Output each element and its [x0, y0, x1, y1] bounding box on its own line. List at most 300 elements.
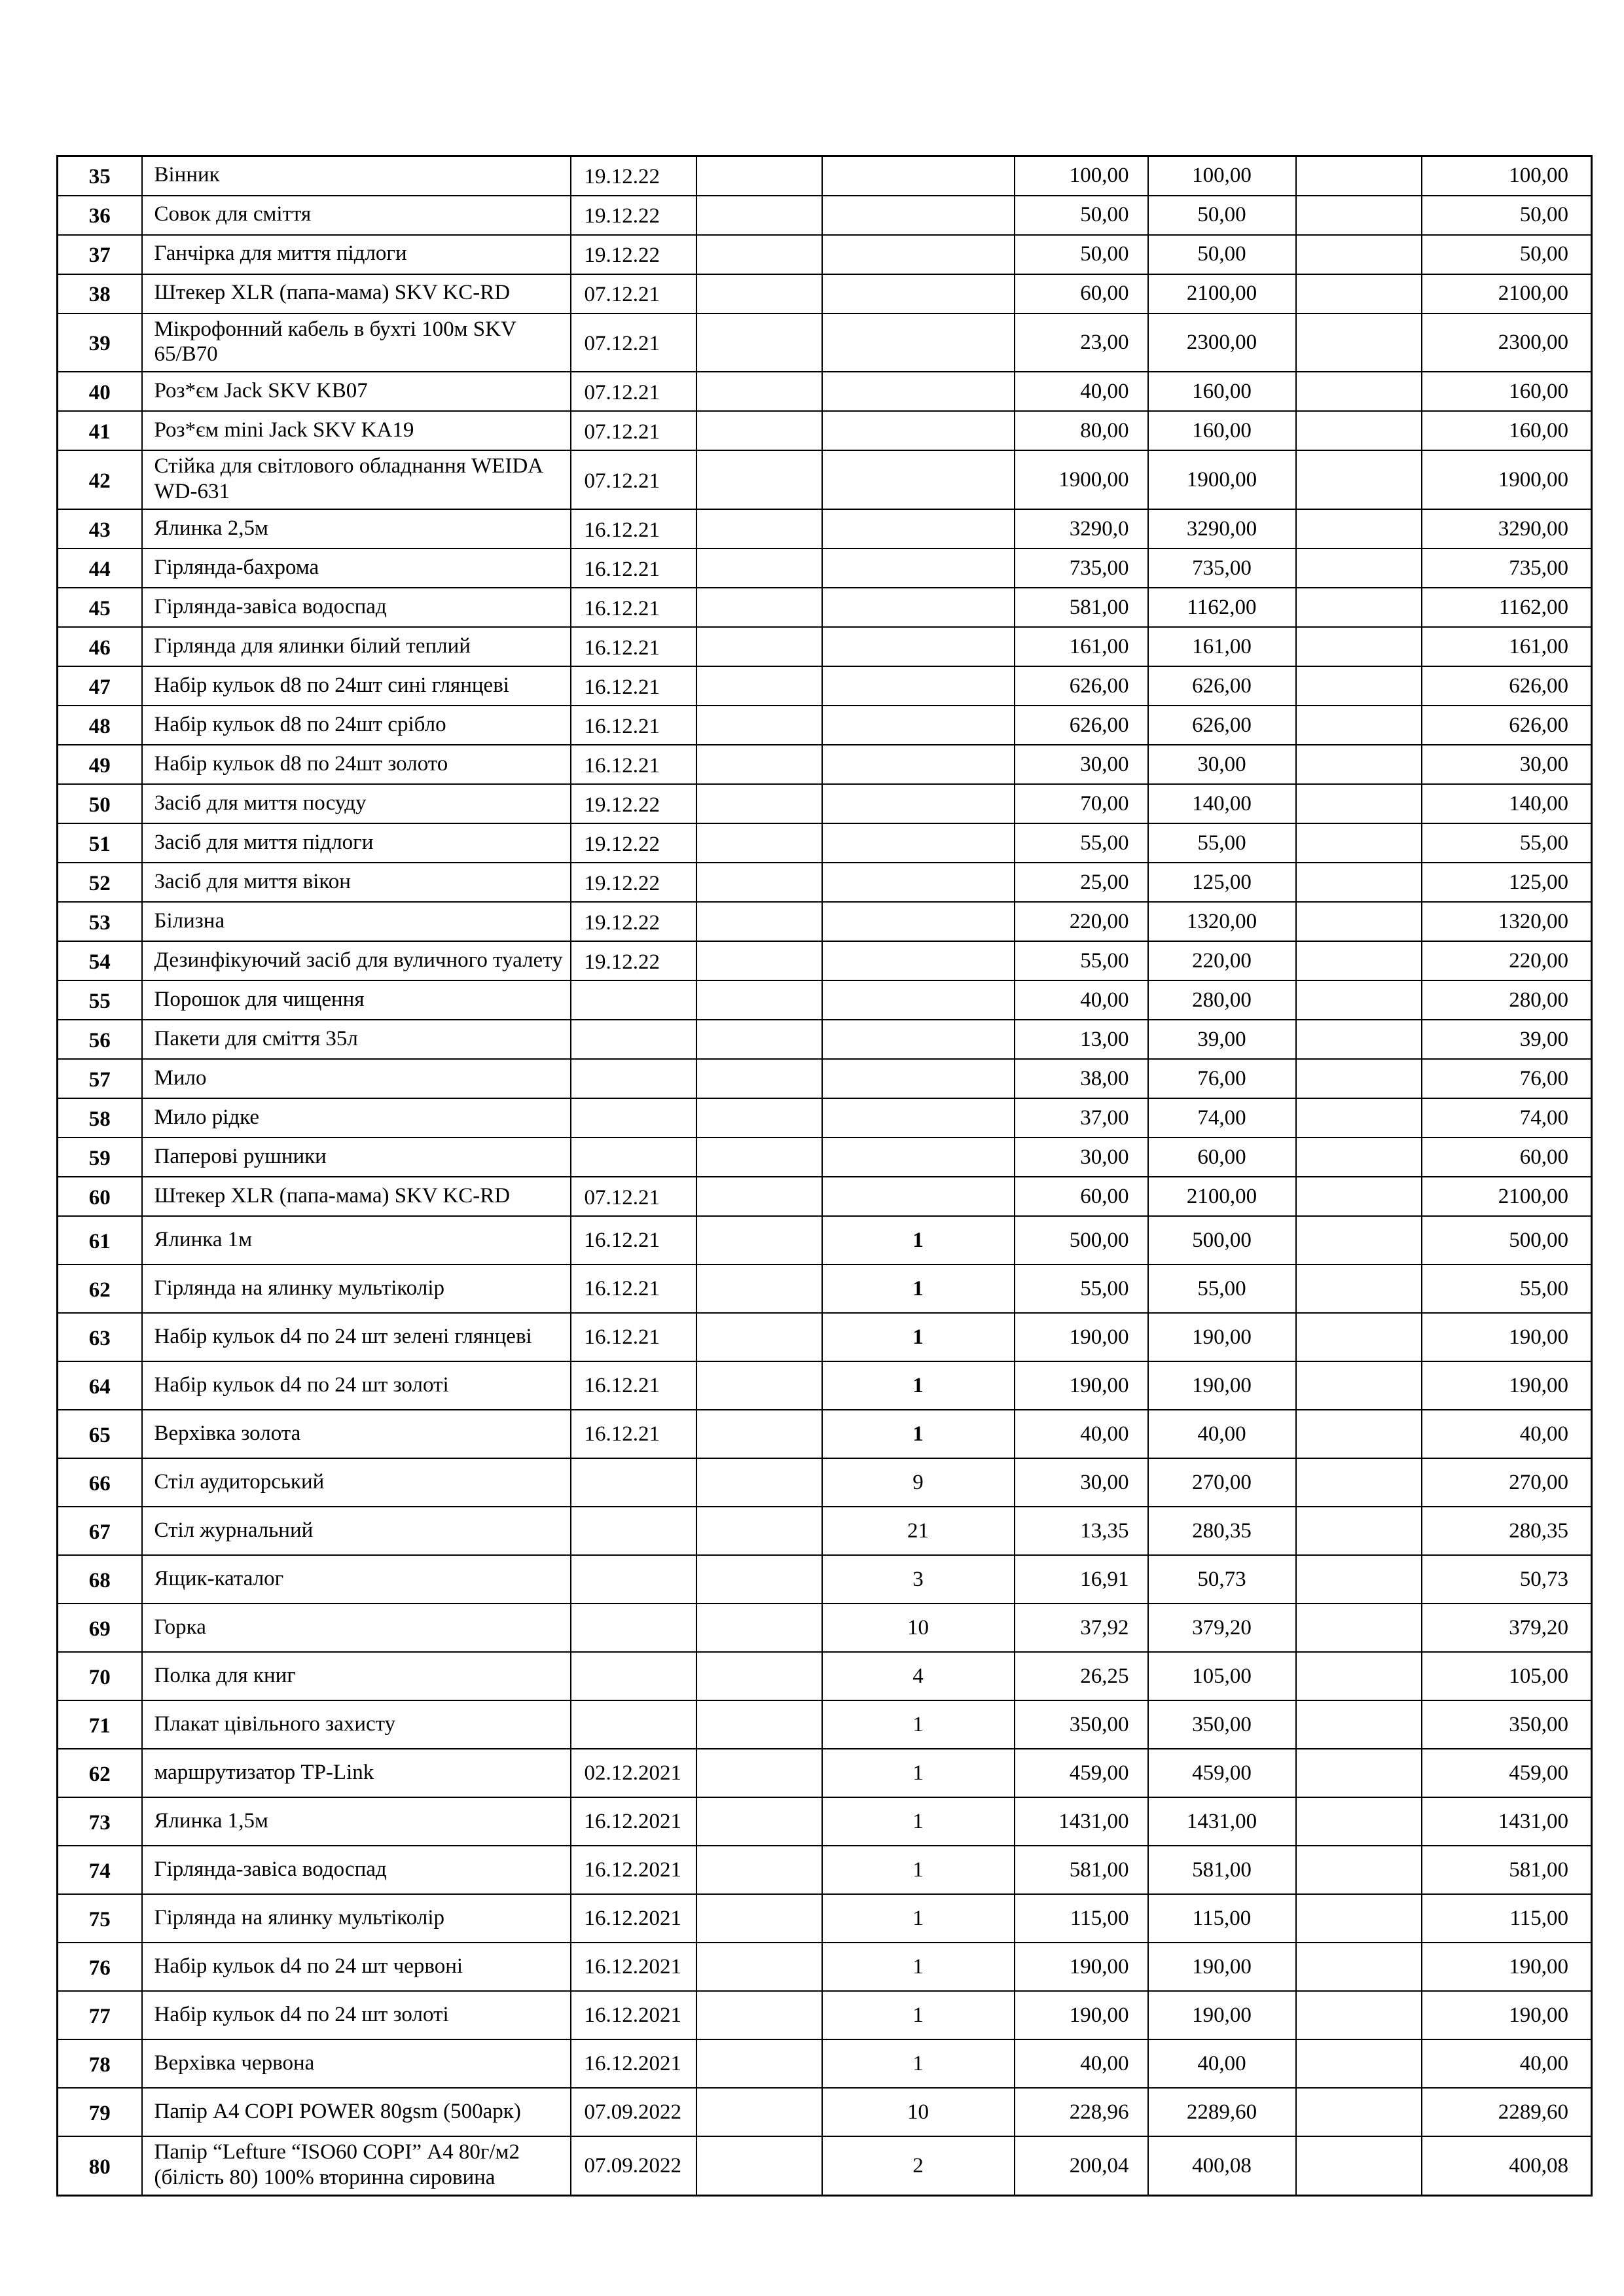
table-row [58, 1361, 1592, 1410]
cell-empty-2 [1296, 450, 1422, 509]
cell-unit-price: 23,00 [1015, 314, 1148, 372]
cell-empty-1 [696, 1059, 822, 1098]
cell-date [571, 1059, 696, 1098]
cell-unit-price: 735,00 [1015, 548, 1148, 588]
cell-total: 581,00 [1148, 1846, 1296, 1894]
cell-total: 270,00 [1148, 1458, 1296, 1507]
cell-unit-price: 40,00 [1015, 2039, 1148, 2088]
cell-total-secondary: 190,00 [1422, 1991, 1592, 2039]
cell-empty-1 [696, 1313, 822, 1361]
cell-unit-price: 70,00 [1015, 784, 1148, 823]
cell-row-number: 43 [58, 509, 142, 548]
cell-empty-2 [1296, 2088, 1422, 2136]
cell-item-name: Білизна [142, 902, 571, 941]
cell-date [571, 1138, 696, 1177]
cell-row-number: 47 [58, 666, 142, 706]
cell-total-secondary: 220,00 [1422, 941, 1592, 980]
cell-unit-price: 26,25 [1015, 1652, 1148, 1700]
cell-total-secondary: 60,00 [1422, 1138, 1592, 1177]
table-row [58, 314, 1592, 372]
table-row [58, 1652, 1592, 1700]
cell-total: 2100,00 [1148, 1177, 1296, 1216]
cell-total-secondary: 280,00 [1422, 980, 1592, 1020]
cell-empty-1 [696, 706, 822, 745]
cell-total: 2289,60 [1148, 2088, 1296, 2136]
cell-row-number: 41 [58, 411, 142, 450]
cell-item-name: Набір кульок d4 по 24 шт золоті [142, 1991, 571, 2039]
table-row [58, 509, 1592, 548]
cell-date [571, 1700, 696, 1749]
table-row [58, 745, 1592, 784]
cell-quantity: 1 [822, 1846, 1015, 1894]
cell-total-secondary: 55,00 [1422, 823, 1592, 863]
cell-item-name: Роз*єм mini Jack SKV KA19 [142, 411, 571, 450]
cell-quantity: 4 [822, 1652, 1015, 1700]
cell-unit-price: 3290,0 [1015, 509, 1148, 548]
cell-row-number: 79 [58, 2088, 142, 2136]
cell-total-secondary: 55,00 [1422, 1265, 1592, 1313]
cell-unit-price: 30,00 [1015, 1138, 1148, 1177]
cell-empty-1 [696, 745, 822, 784]
cell-row-number: 42 [58, 450, 142, 509]
cell-item-name: Набір кульок d8 по 24шт срібло [142, 706, 571, 745]
cell-date: 16.12.2021 [571, 1797, 696, 1846]
cell-empty-2 [1296, 1555, 1422, 1604]
cell-date: 19.12.22 [571, 902, 696, 941]
cell-unit-price: 30,00 [1015, 745, 1148, 784]
cell-unit-price: 55,00 [1015, 823, 1148, 863]
cell-quantity [822, 1020, 1015, 1059]
cell-date: 19.12.22 [571, 823, 696, 863]
cell-total: 76,00 [1148, 1059, 1296, 1098]
cell-empty-1 [696, 509, 822, 548]
table-row [58, 1410, 1592, 1458]
table-row [58, 1797, 1592, 1846]
cell-total: 280,00 [1148, 980, 1296, 1020]
cell-empty-2 [1296, 1797, 1422, 1846]
cell-empty-1 [696, 1894, 822, 1943]
cell-row-number: 61 [58, 1216, 142, 1265]
cell-empty-1 [696, 1098, 822, 1138]
cell-quantity: 1 [822, 1797, 1015, 1846]
cell-total-secondary: 3290,00 [1422, 509, 1592, 548]
cell-total-secondary: 626,00 [1422, 666, 1592, 706]
table-row [58, 666, 1592, 706]
cell-total: 40,00 [1148, 2039, 1296, 2088]
cell-row-number: 39 [58, 314, 142, 372]
cell-empty-2 [1296, 745, 1422, 784]
table-row [58, 627, 1592, 666]
cell-total: 1320,00 [1148, 902, 1296, 941]
cell-unit-price: 1431,00 [1015, 1797, 1148, 1846]
cell-quantity: 3 [822, 1555, 1015, 1604]
cell-unit-price: 38,00 [1015, 1059, 1148, 1098]
cell-date: 16.12.21 [571, 509, 696, 548]
table-row [58, 1604, 1592, 1652]
cell-item-name: Стіл аудиторський [142, 1458, 571, 1507]
cell-empty-1 [696, 823, 822, 863]
cell-quantity: 1 [822, 1894, 1015, 1943]
cell-row-number: 58 [58, 1098, 142, 1138]
cell-empty-1 [696, 1604, 822, 1652]
cell-empty-2 [1296, 666, 1422, 706]
cell-quantity: 10 [822, 1604, 1015, 1652]
cell-unit-price: 50,00 [1015, 235, 1148, 274]
cell-unit-price: 40,00 [1015, 372, 1148, 411]
table-row [58, 902, 1592, 941]
cell-total-secondary: 190,00 [1422, 1943, 1592, 1991]
cell-total: 2100,00 [1148, 274, 1296, 314]
cell-total-secondary: 50,00 [1422, 235, 1592, 274]
cell-item-name: Порошок для чищення [142, 980, 571, 1020]
cell-total: 459,00 [1148, 1749, 1296, 1797]
cell-date: 16.12.21 [571, 1410, 696, 1458]
cell-empty-2 [1296, 1604, 1422, 1652]
cell-total-secondary: 160,00 [1422, 411, 1592, 450]
table-row [58, 372, 1592, 411]
cell-empty-1 [696, 1749, 822, 1797]
table-row [58, 1700, 1592, 1749]
cell-item-name: Ялинка 2,5м [142, 509, 571, 548]
cell-date: 19.12.22 [571, 235, 696, 274]
cell-row-number: 63 [58, 1313, 142, 1361]
cell-item-name: Мило рідке [142, 1098, 571, 1138]
cell-item-name: Горка [142, 1604, 571, 1652]
cell-total: 626,00 [1148, 666, 1296, 706]
table-row [58, 1098, 1592, 1138]
cell-item-name: Набір кульок d4 по 24 шт червоні [142, 1943, 571, 1991]
cell-total: 500,00 [1148, 1216, 1296, 1265]
cell-date: 16.12.2021 [571, 2039, 696, 2088]
cell-total-secondary: 140,00 [1422, 784, 1592, 823]
table-row [58, 941, 1592, 980]
cell-unit-price: 16,91 [1015, 1555, 1148, 1604]
cell-empty-1 [696, 1361, 822, 1410]
cell-row-number: 36 [58, 196, 142, 235]
cell-empty-2 [1296, 509, 1422, 548]
cell-date [571, 1507, 696, 1555]
cell-total: 2300,00 [1148, 314, 1296, 372]
cell-unit-price: 459,00 [1015, 1749, 1148, 1797]
cell-unit-price: 228,96 [1015, 2088, 1148, 2136]
cell-unit-price: 190,00 [1015, 1943, 1148, 1991]
cell-empty-2 [1296, 1410, 1422, 1458]
cell-item-name: Набір кульок d8 по 24шт золото [142, 745, 571, 784]
cell-empty-1 [696, 2136, 822, 2195]
cell-empty-1 [696, 1555, 822, 1604]
cell-empty-2 [1296, 1894, 1422, 1943]
cell-item-name: Верхівка золота [142, 1410, 571, 1458]
cell-row-number: 46 [58, 627, 142, 666]
cell-total: 74,00 [1148, 1098, 1296, 1138]
cell-unit-price: 500,00 [1015, 1216, 1148, 1265]
cell-item-name: Гірлянда на ялинку мультіколір [142, 1265, 571, 1313]
cell-item-name: Папір А4 COPI POWER 80gsm (500арк) [142, 2088, 571, 2136]
cell-total: 40,00 [1148, 1410, 1296, 1458]
cell-unit-price: 13,00 [1015, 1020, 1148, 1059]
cell-unit-price: 581,00 [1015, 588, 1148, 627]
cell-empty-2 [1296, 1138, 1422, 1177]
cell-quantity [822, 823, 1015, 863]
cell-date [571, 1604, 696, 1652]
cell-date: 07.09.2022 [571, 2088, 696, 2136]
cell-row-number: 62 [58, 1749, 142, 1797]
cell-quantity [822, 156, 1015, 196]
cell-empty-1 [696, 196, 822, 235]
table-row [58, 411, 1592, 450]
cell-quantity: 21 [822, 1507, 1015, 1555]
cell-empty-2 [1296, 235, 1422, 274]
cell-quantity [822, 1177, 1015, 1216]
cell-empty-1 [696, 2088, 822, 2136]
cell-empty-1 [696, 156, 822, 196]
cell-date: 16.12.21 [571, 666, 696, 706]
cell-empty-1 [696, 1846, 822, 1894]
cell-empty-2 [1296, 1943, 1422, 1991]
cell-row-number: 80 [58, 2136, 142, 2195]
cell-total: 280,35 [1148, 1507, 1296, 1555]
cell-total: 3290,00 [1148, 509, 1296, 548]
cell-date: 16.12.2021 [571, 1943, 696, 1991]
cell-date: 19.12.22 [571, 196, 696, 235]
cell-total: 1900,00 [1148, 450, 1296, 509]
table-row [58, 980, 1592, 1020]
cell-row-number: 35 [58, 156, 142, 196]
cell-row-number: 51 [58, 823, 142, 863]
inventory-table-body [58, 156, 1592, 2196]
cell-row-number: 53 [58, 902, 142, 941]
cell-empty-2 [1296, 863, 1422, 902]
cell-item-name: Гірлянда-завіса водоспад [142, 1846, 571, 1894]
cell-row-number: 78 [58, 2039, 142, 2088]
cell-total: 50,00 [1148, 235, 1296, 274]
cell-item-name: Ящик-каталог [142, 1555, 571, 1604]
cell-total: 60,00 [1148, 1138, 1296, 1177]
cell-empty-2 [1296, 274, 1422, 314]
cell-empty-1 [696, 1797, 822, 1846]
cell-unit-price: 190,00 [1015, 1991, 1148, 2039]
cell-total: 39,00 [1148, 1020, 1296, 1059]
cell-empty-1 [696, 2039, 822, 2088]
cell-item-name: Паперові рушники [142, 1138, 571, 1177]
inventory-table [56, 155, 1593, 2197]
cell-total: 1431,00 [1148, 1797, 1296, 1846]
cell-item-name: Гірлянда-бахрома [142, 548, 571, 588]
cell-total-secondary: 2289,60 [1422, 2088, 1592, 2136]
cell-date [571, 1652, 696, 1700]
cell-unit-price: 80,00 [1015, 411, 1148, 450]
cell-quantity [822, 1059, 1015, 1098]
cell-empty-1 [696, 1177, 822, 1216]
table-row [58, 784, 1592, 823]
cell-total: 379,20 [1148, 1604, 1296, 1652]
cell-total: 55,00 [1148, 1265, 1296, 1313]
cell-total: 190,00 [1148, 1943, 1296, 1991]
cell-date: 07.09.2022 [571, 2136, 696, 2195]
cell-empty-1 [696, 627, 822, 666]
cell-total-secondary: 500,00 [1422, 1216, 1592, 1265]
cell-item-name: Штекер XLR (папа-мама) SKV KC-RD [142, 274, 571, 314]
cell-empty-2 [1296, 1059, 1422, 1098]
cell-quantity [822, 863, 1015, 902]
cell-total-secondary: 1431,00 [1422, 1797, 1592, 1846]
cell-date: 19.12.22 [571, 863, 696, 902]
cell-total-secondary: 76,00 [1422, 1059, 1592, 1098]
cell-empty-2 [1296, 706, 1422, 745]
cell-unit-price: 220,00 [1015, 902, 1148, 941]
table-row [58, 863, 1592, 902]
cell-date: 16.12.2021 [571, 1846, 696, 1894]
cell-row-number: 49 [58, 745, 142, 784]
table-row [58, 1216, 1592, 1265]
cell-empty-1 [696, 372, 822, 411]
cell-total: 30,00 [1148, 745, 1296, 784]
cell-quantity: 1 [822, 1361, 1015, 1410]
cell-quantity: 1 [822, 1216, 1015, 1265]
cell-quantity [822, 1098, 1015, 1138]
cell-item-name: Пакети для сміття 35л [142, 1020, 571, 1059]
table-row [58, 1749, 1592, 1797]
cell-total-secondary: 459,00 [1422, 1749, 1592, 1797]
cell-empty-2 [1296, 1265, 1422, 1313]
cell-empty-2 [1296, 156, 1422, 196]
cell-item-name: Вінник [142, 156, 571, 196]
cell-empty-2 [1296, 1507, 1422, 1555]
cell-total: 220,00 [1148, 941, 1296, 980]
cell-item-name: Мікрофонний кабель в бухті 100м SKV 65/B70 [142, 314, 571, 372]
cell-empty-2 [1296, 1700, 1422, 1749]
cell-total: 50,00 [1148, 196, 1296, 235]
cell-item-name: Засіб для миття посуду [142, 784, 571, 823]
cell-unit-price: 581,00 [1015, 1846, 1148, 1894]
table-row [58, 548, 1592, 588]
cell-item-name: Полка для книг [142, 1652, 571, 1700]
cell-total: 161,00 [1148, 627, 1296, 666]
cell-row-number: 75 [58, 1894, 142, 1943]
cell-quantity [822, 588, 1015, 627]
cell-row-number: 65 [58, 1410, 142, 1458]
cell-quantity: 9 [822, 1458, 1015, 1507]
table-row [58, 823, 1592, 863]
cell-quantity [822, 314, 1015, 372]
cell-quantity: 1 [822, 1943, 1015, 1991]
cell-date: 16.12.21 [571, 745, 696, 784]
table-row [58, 196, 1592, 235]
cell-empty-1 [696, 1507, 822, 1555]
cell-empty-1 [696, 450, 822, 509]
cell-empty-1 [696, 548, 822, 588]
cell-empty-1 [696, 1700, 822, 1749]
cell-date [571, 1020, 696, 1059]
cell-empty-2 [1296, 1991, 1422, 2039]
cell-quantity: 1 [822, 1410, 1015, 1458]
cell-unit-price: 37,00 [1015, 1098, 1148, 1138]
table-row [58, 2088, 1592, 2136]
cell-empty-1 [696, 1216, 822, 1265]
cell-item-name: Набір кульок d4 по 24 шт зелені глянцеві [142, 1313, 571, 1361]
cell-total-secondary: 190,00 [1422, 1361, 1592, 1410]
cell-row-number: 50 [58, 784, 142, 823]
table-row [58, 2039, 1592, 2088]
cell-total-secondary: 2300,00 [1422, 314, 1592, 372]
cell-date: 07.12.21 [571, 314, 696, 372]
cell-total-secondary: 400,08 [1422, 2136, 1592, 2195]
cell-total-secondary: 270,00 [1422, 1458, 1592, 1507]
cell-unit-price: 40,00 [1015, 980, 1148, 1020]
cell-empty-2 [1296, 548, 1422, 588]
cell-empty-1 [696, 235, 822, 274]
cell-row-number: 60 [58, 1177, 142, 1216]
cell-date: 02.12.2021 [571, 1749, 696, 1797]
cell-total-secondary: 280,35 [1422, 1507, 1592, 1555]
table-row [58, 1507, 1592, 1555]
cell-total: 160,00 [1148, 372, 1296, 411]
cell-unit-price: 25,00 [1015, 863, 1148, 902]
cell-empty-2 [1296, 1361, 1422, 1410]
table-row [58, 1313, 1592, 1361]
cell-date [571, 1458, 696, 1507]
cell-empty-2 [1296, 627, 1422, 666]
cell-quantity [822, 548, 1015, 588]
cell-empty-2 [1296, 1313, 1422, 1361]
cell-empty-1 [696, 980, 822, 1020]
cell-empty-2 [1296, 1846, 1422, 1894]
cell-unit-price: 190,00 [1015, 1361, 1148, 1410]
cell-empty-1 [696, 1458, 822, 1507]
cell-row-number: 62 [58, 1265, 142, 1313]
cell-unit-price: 626,00 [1015, 706, 1148, 745]
cell-empty-2 [1296, 1749, 1422, 1797]
cell-quantity [822, 196, 1015, 235]
cell-item-name: Стіл журнальний [142, 1507, 571, 1555]
cell-row-number: 48 [58, 706, 142, 745]
cell-item-name: Гірлянда на ялинку мультіколір [142, 1894, 571, 1943]
cell-total-secondary: 379,20 [1422, 1604, 1592, 1652]
cell-date: 07.12.21 [571, 372, 696, 411]
cell-item-name: Ялинка 1м [142, 1216, 571, 1265]
cell-date: 19.12.22 [571, 941, 696, 980]
table-row [58, 274, 1592, 314]
cell-date: 07.12.21 [571, 274, 696, 314]
cell-item-name: Гірлянда-завіса водоспад [142, 588, 571, 627]
cell-total-secondary: 581,00 [1422, 1846, 1592, 1894]
cell-unit-price: 55,00 [1015, 1265, 1148, 1313]
cell-empty-1 [696, 1991, 822, 2039]
cell-total: 626,00 [1148, 706, 1296, 745]
cell-unit-price: 40,00 [1015, 1410, 1148, 1458]
cell-quantity [822, 627, 1015, 666]
cell-empty-1 [696, 274, 822, 314]
cell-row-number: 69 [58, 1604, 142, 1652]
cell-unit-price: 350,00 [1015, 1700, 1148, 1749]
cell-total: 140,00 [1148, 784, 1296, 823]
cell-item-name: Штекер XLR (папа-мама) SKV KC-RD [142, 1177, 571, 1216]
cell-item-name: Набір кульок d4 по 24 шт золоті [142, 1361, 571, 1410]
cell-quantity [822, 980, 1015, 1020]
cell-row-number: 66 [58, 1458, 142, 1507]
cell-row-number: 68 [58, 1555, 142, 1604]
cell-row-number: 77 [58, 1991, 142, 2039]
cell-empty-2 [1296, 411, 1422, 450]
cell-quantity: 10 [822, 2088, 1015, 2136]
cell-empty-1 [696, 314, 822, 372]
cell-row-number: 70 [58, 1652, 142, 1700]
cell-empty-2 [1296, 314, 1422, 372]
cell-date: 16.12.21 [571, 588, 696, 627]
cell-unit-price: 30,00 [1015, 1458, 1148, 1507]
cell-date: 16.12.21 [571, 627, 696, 666]
cell-row-number: 74 [58, 1846, 142, 1894]
